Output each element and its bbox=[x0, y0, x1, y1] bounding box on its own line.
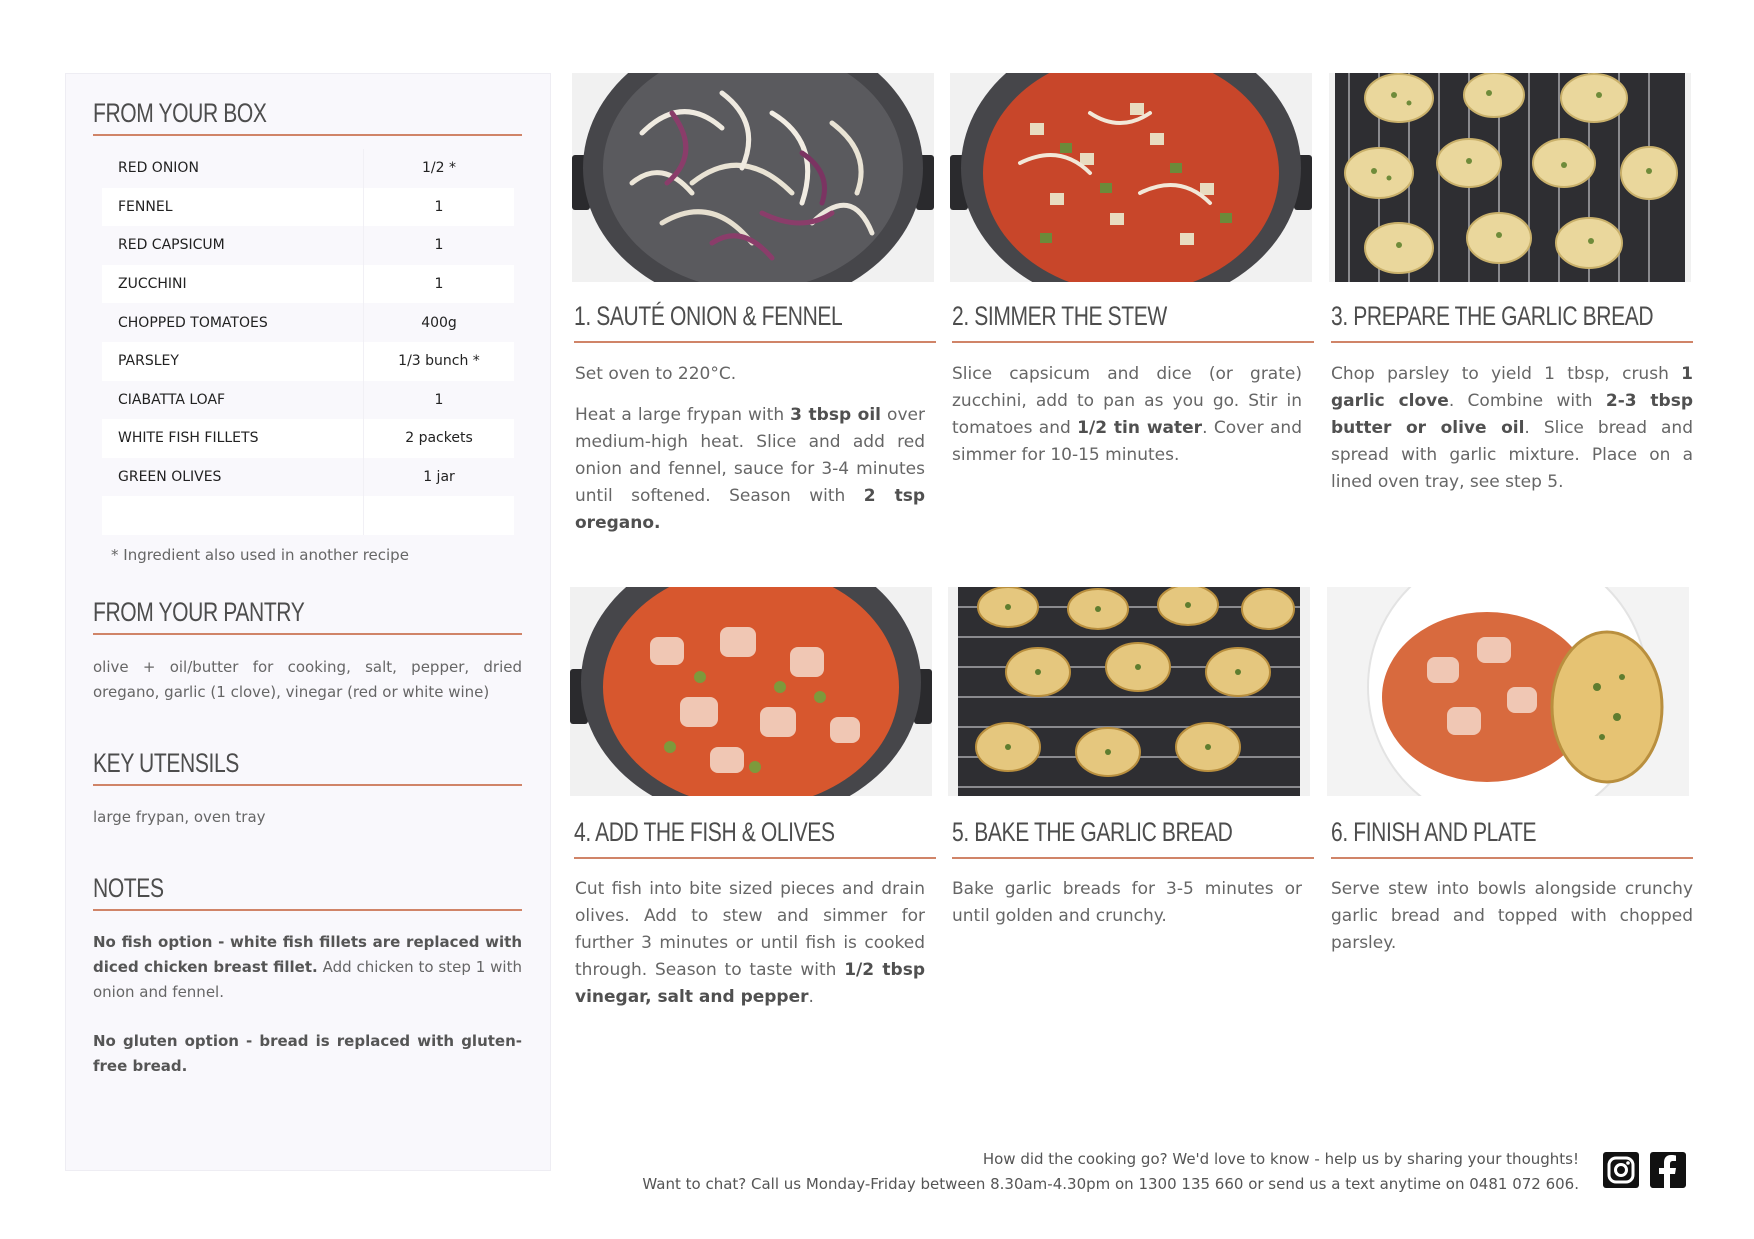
step-5-title: 5. BAKE THE GARLIC BREAD bbox=[952, 817, 1233, 847]
table-row bbox=[102, 265, 514, 304]
step-3-text-part: . Combine with bbox=[1448, 391, 1606, 411]
step-4-title: 4. ADD THE FISH & OLIVES bbox=[574, 817, 835, 847]
section-divider bbox=[93, 784, 522, 786]
table-row bbox=[102, 226, 514, 265]
footer-contact-line: Want to chat? Call us Monday-Friday between 8.30am-4.30pm on 1300 135 660 or send us a text anytime on 0481 072 606. bbox=[642, 1175, 1579, 1193]
note-no-fish-rest: Add chicken to step 1 with onion and fennel. bbox=[93, 958, 522, 1001]
step-6-text bbox=[1331, 876, 1693, 971]
step-divider bbox=[574, 857, 936, 859]
table-row bbox=[102, 303, 514, 342]
step-1-para bbox=[575, 402, 925, 537]
table-row bbox=[102, 149, 514, 188]
ingredient-name: RED ONION bbox=[118, 160, 199, 177]
step-3-para bbox=[1331, 361, 1693, 496]
step-4-text bbox=[575, 876, 925, 1025]
step-divider bbox=[1331, 341, 1693, 343]
step-2-bold: 1/2 tin water bbox=[1077, 418, 1203, 438]
step-1-text-part: Heat a large frypan with bbox=[575, 405, 791, 425]
ingredient-name: ZUCCHINI bbox=[102, 265, 364, 304]
table-row bbox=[102, 381, 514, 420]
utensils-text: large frypan, oven tray bbox=[93, 808, 266, 826]
ingredient-name: GREEN OLIVES bbox=[118, 469, 222, 486]
ingredient-name: CHOPPED TOMATOES bbox=[118, 314, 268, 331]
notes-heading: NOTES bbox=[93, 873, 164, 903]
ingredient-name: FENNEL bbox=[102, 188, 364, 227]
step-1-bold: 3 tbsp oil bbox=[790, 405, 882, 425]
section-divider bbox=[93, 633, 522, 635]
pantry-text: olive + oil/butter for cooking, salt, pepper, dried oregano, garlic (1 clove), vinegar (red or white wine) bbox=[93, 658, 522, 701]
from-your-box-heading: FROM YOUR BOX bbox=[93, 98, 267, 128]
step-6-photo bbox=[1327, 587, 1689, 796]
footer-feedback-line: How did the cooking go? We'd love to know - help us by sharing your thoughts! bbox=[982, 1150, 1579, 1168]
ingredient-table bbox=[102, 149, 514, 535]
table-row bbox=[102, 342, 514, 381]
step-divider bbox=[574, 341, 936, 343]
step-3-text bbox=[1331, 361, 1693, 510]
ingredient-qty: 1/2 * bbox=[364, 149, 515, 188]
step-3-bold: 1 garlic clove bbox=[1331, 364, 1693, 411]
facebook-icon[interactable] bbox=[1650, 1152, 1686, 1188]
table-row bbox=[102, 188, 514, 227]
step-1-text bbox=[575, 361, 925, 551]
step-1-title: 1. SAUTÉ ONION & FENNEL bbox=[574, 301, 843, 331]
ingredients-sidebar bbox=[65, 73, 551, 1171]
step-4-text-part: . bbox=[808, 987, 814, 1007]
step-divider bbox=[952, 857, 1314, 859]
step-2-photo bbox=[950, 73, 1312, 282]
step-6-para: Serve stew into bowls alongside crunchy garlic bread and topped with chopped parsley. bbox=[1331, 879, 1693, 953]
ingredient-qty: 1 bbox=[364, 265, 515, 304]
ingredient-qty: 400g bbox=[364, 303, 515, 342]
step-1-photo bbox=[572, 73, 934, 282]
step-2-text bbox=[952, 361, 1302, 483]
note-no-gluten bbox=[93, 1029, 522, 1079]
step-1-para: Set oven to 220°C. bbox=[575, 364, 737, 384]
step-3-bold: 2-3 tbsp butter or olive oil bbox=[1331, 391, 1694, 438]
step-4-bold: 1/2 tbsp vinegar, salt and pepper bbox=[575, 960, 925, 1007]
table-row bbox=[102, 496, 514, 535]
step-1-text-part: over medium-high heat. Slice and add red onion and fennel, sauce for 3-4 minutes until softened. Season with bbox=[575, 405, 925, 506]
ingredient-footnote: * Ingredient also used in another recipe bbox=[111, 546, 409, 564]
step-3-text-part: . Slice bread and spread with garlic mixture. Place on a lined oven tray, see step 5. bbox=[1331, 418, 1693, 492]
table-row bbox=[102, 419, 514, 458]
ingredient-qty: 1 jar bbox=[364, 458, 515, 497]
note-no-gluten-bold: No gluten option - bread is replaced with gluten-free bread. bbox=[93, 1032, 522, 1075]
key-utensils-heading: KEY UTENSILS bbox=[93, 748, 239, 778]
note-no-fish bbox=[93, 930, 522, 1005]
section-divider bbox=[93, 909, 522, 911]
step-5-para: Bake garlic breads for 3-5 minutes or until golden and crunchy. bbox=[952, 879, 1302, 926]
ingredient-name: RED CAPSICUM bbox=[118, 237, 225, 254]
step-2-title: 2. SIMMER THE STEW bbox=[952, 301, 1167, 331]
ingredient-qty bbox=[364, 496, 515, 535]
step-3-text-part: Chop parsley to yield 1 tbsp, crush bbox=[1331, 364, 1682, 384]
step-2-text-part: . Cover and simmer for 10-15 minutes. bbox=[952, 418, 1302, 465]
step-2-para bbox=[952, 361, 1302, 469]
step-5-photo bbox=[948, 587, 1310, 796]
step-4-photo bbox=[570, 587, 932, 796]
table-row bbox=[102, 458, 514, 497]
from-your-pantry-heading: FROM YOUR PANTRY bbox=[93, 597, 305, 627]
section-divider bbox=[93, 134, 522, 136]
ingredient-name bbox=[102, 496, 364, 535]
step-4-text-part: Cut fish into bite sized pieces and drain olives. Add to stew and simmer for further 3 minutes or until fish is cooked through. Season to taste with bbox=[575, 879, 925, 980]
ingredient-qty: 1 bbox=[364, 381, 515, 420]
step-divider bbox=[952, 341, 1314, 343]
note-no-fish-bold: No fish option - white fish fillets are replaced with diced chicken breast fillet. bbox=[93, 933, 522, 976]
step-4-para bbox=[575, 876, 925, 1011]
ingredient-qty: 1 bbox=[364, 188, 515, 227]
ingredient-name: WHITE FISH FILLETS bbox=[102, 419, 364, 458]
step-3-photo bbox=[1329, 73, 1691, 282]
step-6-title: 6. FINISH AND PLATE bbox=[1331, 817, 1537, 847]
step-1-bold: 2 tsp oregano. bbox=[575, 486, 925, 533]
ingredient-name: CIABATTA LOAF bbox=[118, 391, 226, 408]
ingredient-qty: 1 bbox=[364, 226, 515, 265]
step-2-text-part: Slice capsicum and dice (or grate) zucchini, add to pan as you go. Stir in tomatoes and bbox=[952, 364, 1302, 438]
instagram-icon[interactable] bbox=[1603, 1152, 1639, 1188]
ingredient-name: PARSLEY bbox=[102, 342, 364, 381]
step-3-title: 3. PREPARE THE GARLIC BREAD bbox=[1331, 301, 1654, 331]
step-divider bbox=[1331, 857, 1693, 859]
step-5-text bbox=[952, 876, 1302, 944]
ingredient-qty: 2 packets bbox=[364, 419, 515, 458]
ingredient-qty: 1/3 bunch * bbox=[364, 342, 515, 381]
